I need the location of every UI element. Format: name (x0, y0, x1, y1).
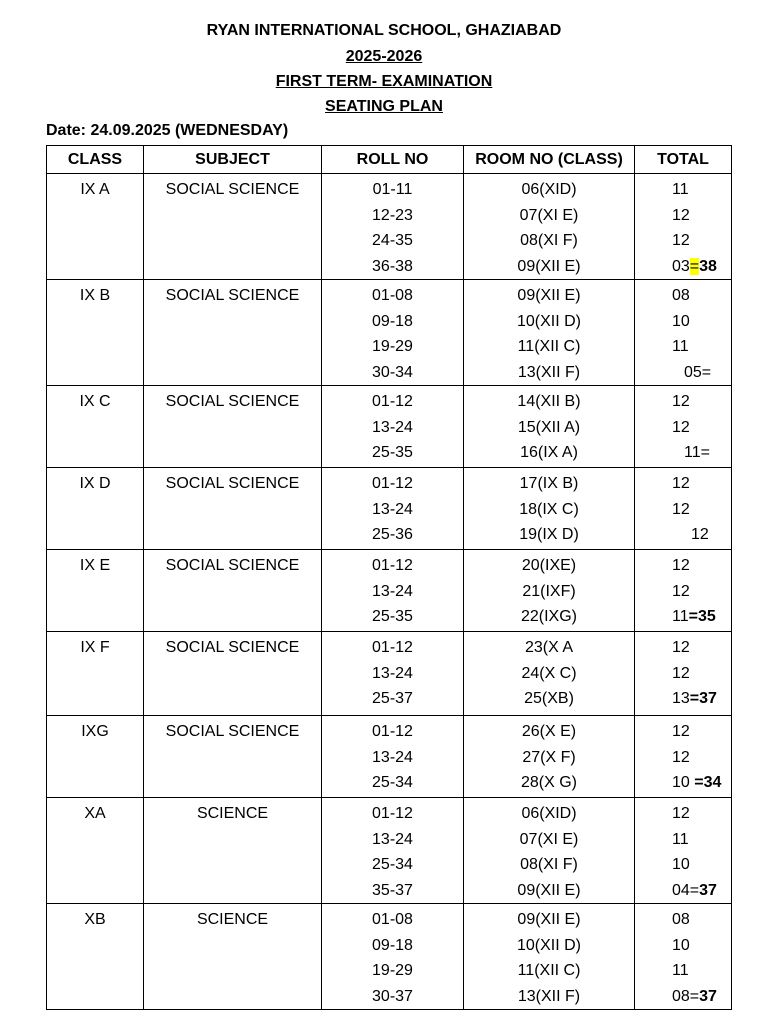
total-line (635, 471, 731, 497)
count-value: 11 (672, 830, 689, 848)
total-line (635, 283, 731, 309)
total-line (635, 933, 731, 959)
roll-range: 13-24 (372, 664, 413, 682)
count-value: 12 (672, 639, 690, 656)
subject-label: SCIENCE (196, 805, 269, 822)
roll-range: 01-12 (372, 805, 413, 822)
count-value: 12 (672, 557, 690, 574)
total-cell (635, 904, 732, 1010)
roll-no-cell (322, 904, 464, 1010)
table-row (47, 280, 732, 386)
room-label: 14(XII B) (517, 393, 581, 410)
roll-range: 01-12 (372, 557, 413, 574)
sum-value: =34 (694, 774, 722, 791)
total-line (635, 661, 731, 687)
sum-value: 38 (699, 257, 717, 275)
room-label: 17(IX B) (519, 475, 579, 492)
roll-range: 09-18 (372, 936, 413, 954)
roll-range: 09-18 (372, 312, 413, 330)
roll-range: 12-23 (372, 206, 413, 224)
count-value: 08= (672, 987, 700, 1005)
count-value: 12 (672, 393, 690, 410)
roll-no-cell (322, 632, 464, 716)
subject-label: SOCIAL SCIENCE (165, 557, 300, 574)
room-label: 10(XII D) (516, 312, 581, 330)
class-cell (47, 174, 144, 280)
count-value: 12 (672, 206, 690, 224)
count-value: 12 (672, 664, 690, 682)
total-cell (635, 386, 732, 468)
roll-range: 01-08 (372, 287, 413, 304)
room-label: 08(XI F) (520, 232, 578, 249)
roll-range: 01-11 (372, 181, 413, 198)
room-no-cell (464, 798, 635, 904)
room-no-cell (464, 280, 635, 386)
room-label: 09(XII E) (517, 257, 581, 275)
roll-range: 19-29 (372, 962, 413, 979)
roll-range: 25-36 (372, 526, 413, 543)
class-cell (47, 632, 144, 716)
count-value: 12 (672, 723, 690, 740)
class-label: IXG (81, 723, 109, 740)
roll-range: 01-12 (372, 475, 413, 492)
total-cell (635, 174, 732, 280)
sum-value: 37 (699, 987, 717, 1005)
subject-label: SOCIAL SCIENCE (165, 639, 300, 656)
count-value: 12 (672, 232, 690, 249)
roll-range: 01-12 (372, 393, 413, 410)
roll-no-cell (322, 550, 464, 632)
roll-range: 01-08 (372, 911, 413, 928)
subject-cell (144, 174, 322, 280)
roll-range: 25-37 (372, 690, 413, 707)
roll-range: 01-12 (372, 639, 413, 656)
roll-no-cell (322, 468, 464, 550)
table-row (47, 174, 732, 280)
total-line (635, 228, 731, 254)
total-line (635, 907, 731, 933)
total-line (635, 334, 731, 360)
header-subject: SUBJECT (144, 146, 322, 174)
class-cell (47, 468, 144, 550)
count-value: 10 (672, 936, 690, 954)
sum-value: 37 (699, 881, 717, 899)
room-label: 09(XII E) (517, 911, 581, 928)
count-value: 11 (672, 962, 689, 979)
total-line (635, 770, 731, 796)
total-line (635, 415, 731, 441)
subject-cell (144, 904, 322, 1010)
room-label: 26(X E) (521, 723, 577, 740)
total-line (635, 686, 731, 712)
subject-cell (144, 550, 322, 632)
roll-range: 01-12 (372, 723, 413, 740)
total-cell (635, 716, 732, 798)
total-line (635, 801, 731, 827)
roll-range: 13-24 (372, 418, 413, 436)
class-cell (47, 386, 144, 468)
room-no-cell (464, 904, 635, 1010)
room-label: 13(XII F) (517, 363, 581, 381)
roll-range: 36-38 (372, 257, 413, 275)
room-label: 09(XII E) (517, 881, 581, 899)
count-value: 11 (672, 608, 689, 625)
room-no-cell (464, 174, 635, 280)
count-value: 13 (672, 690, 690, 707)
room-label: 10(XII D) (516, 936, 581, 954)
room-label: 21(IXF) (522, 582, 576, 600)
room-label: 09(XII E) (517, 287, 581, 304)
count-value: 08 (672, 287, 690, 304)
room-no-cell (464, 632, 635, 716)
subject-cell (144, 716, 322, 798)
roll-range: 13-24 (372, 582, 413, 600)
room-label: 22(IXG) (520, 608, 577, 625)
class-label: IX D (79, 475, 111, 492)
room-label: 19(IX D) (519, 526, 579, 543)
total-line (635, 827, 731, 853)
highlighted-equals: = (689, 257, 700, 275)
roll-range: 30-37 (372, 987, 413, 1005)
subject-cell (144, 386, 322, 468)
room-label: 06(XID) (521, 181, 577, 198)
room-label: 20(IXE) (521, 557, 577, 574)
room-label: 23(X A (524, 639, 574, 656)
seating-plan-title: SEATING PLAN (325, 98, 443, 115)
roll-range: 13-24 (372, 500, 413, 518)
count-value: 11 (672, 338, 689, 355)
count-value: 10 (672, 312, 690, 330)
table-row (47, 632, 732, 716)
roll-no-cell (322, 716, 464, 798)
subject-label: SCIENCE (196, 911, 269, 928)
roll-no-cell (322, 386, 464, 468)
total-cell (635, 632, 732, 716)
class-label: IX B (79, 287, 111, 304)
count-value: 05= (684, 363, 712, 381)
table-row (47, 550, 732, 632)
class-label: IX A (80, 181, 110, 198)
room-label: 25(XB) (524, 690, 574, 707)
total-line (635, 553, 731, 579)
count-value: 12 (672, 582, 690, 600)
total-cell (635, 280, 732, 386)
class-cell (47, 550, 144, 632)
table-row (47, 798, 732, 904)
count-value: 12 (672, 748, 690, 766)
count-value: 03 (672, 257, 690, 275)
seating-plan-table (46, 145, 732, 1010)
total-line (635, 852, 731, 878)
roll-range: 25-34 (372, 774, 413, 791)
table-row (47, 716, 732, 798)
roll-range: 25-35 (372, 444, 413, 461)
count-value: 12 (672, 418, 690, 436)
class-label: IX F (80, 639, 110, 656)
school-name: RYAN INTERNATIONAL SCHOOL, GHAZIABAD (206, 22, 562, 39)
total-line (635, 745, 731, 771)
count-value: 12 (672, 500, 690, 518)
roll-range: 30-34 (372, 363, 413, 381)
subject-cell (144, 280, 322, 386)
roll-no-cell (322, 280, 464, 386)
total-line (635, 579, 731, 605)
subject-label: SOCIAL SCIENCE (165, 723, 300, 740)
total-line (635, 635, 731, 661)
subject-label: SOCIAL SCIENCE (165, 393, 300, 410)
subject-label: SOCIAL SCIENCE (165, 475, 300, 492)
header-roll-no: ROLL NO (322, 146, 464, 174)
sum-value: =37 (689, 690, 717, 707)
class-label: IX C (79, 393, 111, 410)
total-line (635, 254, 731, 280)
total-line (635, 203, 731, 229)
class-label: XB (84, 911, 106, 928)
class-cell (47, 280, 144, 386)
room-label: 07(XI E) (519, 206, 579, 224)
total-cell (635, 468, 732, 550)
count-value: 04= (672, 881, 700, 899)
total-line (635, 389, 731, 415)
header-class: CLASS (47, 146, 144, 174)
total-cell (635, 798, 732, 904)
room-no-cell (464, 716, 635, 798)
total-line (635, 604, 731, 630)
room-label: 28(X G) (520, 774, 577, 791)
subject-label: SOCIAL SCIENCE (165, 287, 300, 304)
exam-title: FIRST TERM- EXAMINATION (275, 73, 493, 90)
total-line (635, 878, 731, 904)
room-no-cell (464, 386, 635, 468)
room-label: 07(XI E) (519, 830, 579, 848)
total-line (635, 958, 731, 984)
roll-no-cell (322, 174, 464, 280)
exam-date: Date: 24.09.2025 (WEDNESDAY) (46, 122, 289, 139)
total-cell (635, 550, 732, 632)
table-header-row (47, 146, 732, 174)
room-label: 27(X F) (522, 748, 576, 766)
room-label: 15(XII A) (517, 418, 581, 436)
count-value: 12 (691, 526, 709, 543)
roll-range: 13-24 (372, 830, 413, 848)
room-label: 18(IX C) (519, 500, 579, 518)
count-value: 11 (672, 181, 689, 198)
roll-range: 25-34 (372, 856, 413, 873)
total-line (635, 177, 731, 203)
table-row (47, 904, 732, 1010)
subject-cell (144, 798, 322, 904)
table-row (47, 386, 732, 468)
header-total: TOTAL (635, 146, 732, 174)
subject-cell (144, 632, 322, 716)
total-line (635, 309, 731, 335)
count-value: 10 (672, 856, 690, 873)
total-line (635, 440, 731, 466)
roll-range: 19-29 (372, 338, 413, 355)
room-label: 11(XII C) (517, 338, 581, 355)
class-label: IX E (79, 557, 111, 574)
total-line (635, 719, 731, 745)
count-value: 11= (684, 444, 710, 461)
class-cell (47, 716, 144, 798)
room-label: 13(XII F) (517, 987, 581, 1005)
count-value: 10 (672, 774, 695, 791)
subject-label: SOCIAL SCIENCE (165, 181, 300, 198)
sum-value: =35 (688, 608, 716, 625)
room-label: 16(IX A) (520, 444, 578, 461)
table-row (47, 468, 732, 550)
roll-range: 13-24 (372, 748, 413, 766)
room-label: 06(XID) (521, 805, 577, 822)
class-label: XA (84, 805, 106, 822)
roll-no-cell (322, 798, 464, 904)
academic-year: 2025-2026 (345, 48, 423, 65)
roll-range: 24-35 (372, 232, 413, 249)
subject-cell (144, 468, 322, 550)
room-label: 11(XII C) (517, 962, 581, 979)
total-line (635, 360, 731, 386)
room-no-cell (464, 550, 635, 632)
total-line (635, 522, 731, 548)
count-value: 12 (672, 475, 690, 492)
room-label: 24(X C) (521, 664, 577, 682)
count-value: 08 (672, 911, 690, 928)
room-label: 08(XI F) (520, 856, 578, 873)
total-line (635, 497, 731, 523)
total-line (635, 984, 731, 1010)
header-room-no: ROOM NO (CLASS) (464, 146, 635, 174)
count-value: 12 (672, 805, 690, 822)
roll-range: 25-35 (372, 608, 413, 625)
room-no-cell (464, 468, 635, 550)
class-cell (47, 904, 144, 1010)
class-cell (47, 798, 144, 904)
roll-range: 35-37 (372, 881, 413, 899)
